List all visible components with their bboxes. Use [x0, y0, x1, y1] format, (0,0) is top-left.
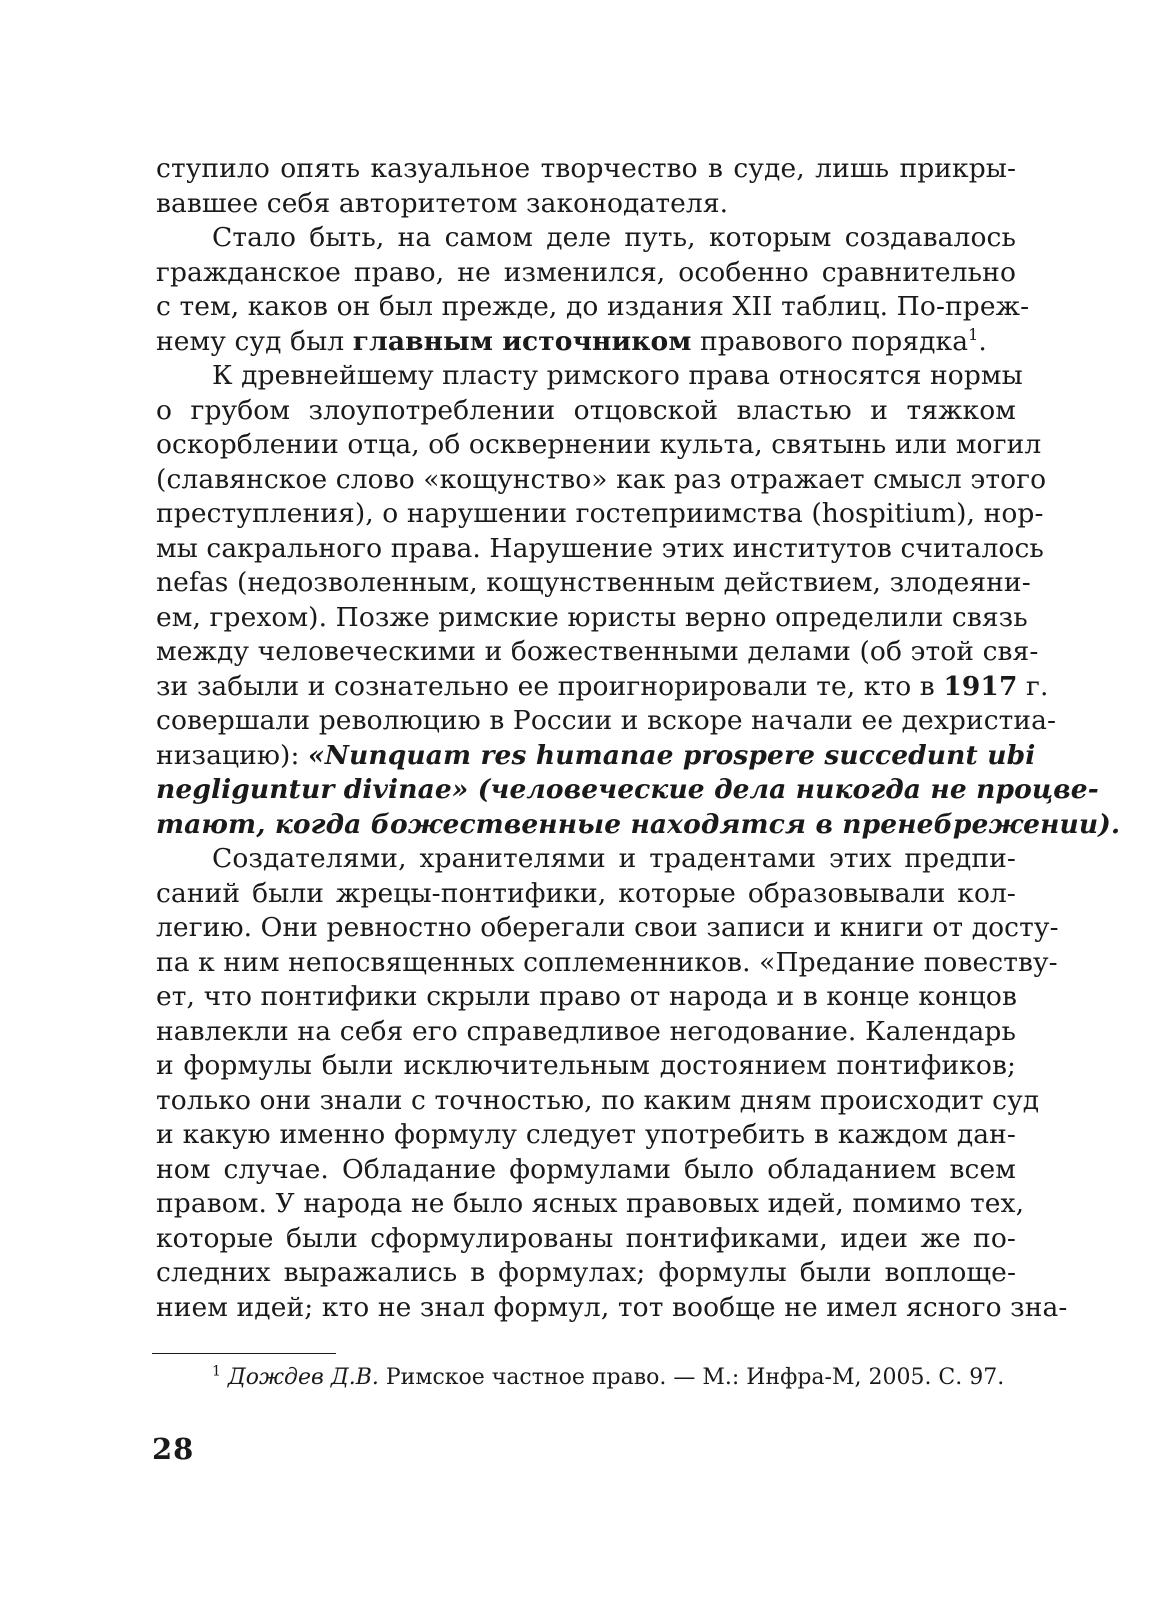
text-run: нему суд был	[156, 325, 353, 357]
footnote-text: Римское частное право. — М.: Инфра-М, 2005. С. 97.	[378, 1365, 1005, 1390]
text-run: вавшее себя авторитетом законодателя.	[156, 187, 729, 219]
text-run: nefas (недозволенным, кощунственным действием, злодеяни-	[156, 567, 1031, 598]
text-run: низацию):	[156, 739, 309, 771]
text-line	[156, 670, 1049, 705]
text-line	[156, 497, 1044, 532]
text-run: нием идей; кто не знал формул, тот вообще не имел ясного зна-	[156, 1291, 1068, 1323]
text-run: Стало быть, на самом деле путь, которым создавалось	[212, 222, 1016, 253]
text-line	[156, 635, 1039, 670]
quote-text-run: «Nunquam res humanae prospere succedunt ubi	[308, 739, 1036, 771]
footnote-number: 1	[212, 1363, 221, 1380]
text-line	[156, 980, 1016, 1015]
text-line	[156, 532, 1044, 567]
text-line	[156, 739, 1036, 774]
text-line	[156, 1084, 1040, 1119]
main-text	[156, 152, 1121, 1325]
text-run: которые были сформулированы понтификами, идеи же по-	[156, 1222, 1016, 1254]
text-line	[156, 601, 1028, 636]
text-run: оскорблении отца, об осквернении культа, святынь или могил	[156, 429, 1042, 460]
text-line	[156, 394, 1016, 429]
footnote	[212, 1364, 1016, 1392]
text-line	[156, 290, 1030, 325]
text-run: (славянское слово «кощунство» как раз отражает смысл этого	[156, 463, 1047, 495]
text-line	[156, 1187, 1025, 1222]
text-line	[156, 1222, 1016, 1257]
text-run: ем, грехом). Позже римские юристы верно определили связь	[156, 601, 1028, 633]
bold-text-run: 1917	[943, 670, 1018, 702]
text-run: легию. Они ревностно оберегали свои записи и книги от досту-	[156, 912, 1059, 943]
quote-text-run: negliguntur divinae» (человеческие дела никогда не процве-	[156, 774, 1099, 805]
text-line	[156, 1256, 1016, 1291]
page-number: 28	[152, 1432, 195, 1466]
text-line	[156, 221, 1016, 256]
text-line	[156, 1291, 1068, 1326]
text-line	[156, 1153, 1016, 1188]
text-run: только они знали с точностью, по каким дням происходит суд	[156, 1084, 1040, 1116]
text-run: между человеческими и божественными делами (об этой свя-	[156, 636, 1039, 667]
text-run: К древнейшему пласту римского права относятся нормы	[212, 360, 1023, 391]
text-run: ступило опять казуальное творчество в суде, лишь прикры-	[156, 153, 1016, 184]
text-run: .	[978, 325, 987, 357]
text-line	[156, 704, 1057, 739]
text-line	[156, 325, 1016, 360]
text-run: зи забыли и сознательно ее проигнорировали те, кто в	[156, 670, 944, 702]
text-line	[156, 946, 1058, 981]
text-line	[156, 428, 1042, 463]
text-run: г.	[1017, 670, 1049, 702]
footnote-divider	[152, 1353, 336, 1354]
text-line	[156, 566, 1031, 601]
text-run: о грубом злоупотреблении отцовской властью и тяжком	[156, 394, 1016, 426]
text-line	[156, 842, 1016, 877]
bold-text-run: главным источником	[352, 325, 692, 357]
text-line	[156, 256, 1016, 291]
text-line	[156, 187, 1016, 222]
text-line	[156, 773, 1099, 808]
text-run: совершали революцию в России и вскоре начали ее дехристиа-	[156, 705, 1057, 736]
text-run: с тем, каков он был прежде, до издания XII таблиц. По-преж-	[156, 291, 1030, 322]
text-line	[156, 463, 1047, 498]
text-run: преступления), о нарушении гостеприимства (hospitium), нор-	[156, 498, 1044, 529]
text-run: саний были жрецы-понтифики, которые образовывали кол-	[156, 877, 1016, 909]
text-run: ном случае. Обладание формулами было обладанием всем	[156, 1153, 1016, 1185]
text-line	[156, 359, 1023, 394]
text-run: правового порядка	[691, 325, 969, 357]
text-line	[156, 1015, 1016, 1050]
text-run: навлекли на себя его справедливое негодование. Календарь	[156, 1015, 1016, 1047]
text-run: следних выражались в формулах; формулы были воплоще-	[156, 1257, 1016, 1288]
text-run: Создателями, хранителями и традентами этих предпи-	[212, 843, 1016, 874]
text-run: па к ним непосвященных соплеменников. «Предание повеству-	[156, 946, 1058, 978]
text-line	[156, 911, 1059, 946]
text-run: ет, что понтифики скрыли право от народа и в конце концов	[156, 981, 1018, 1012]
text-run: правом. У народа не было ясных правовых идей, помимо тех,	[156, 1188, 1025, 1219]
text-line	[156, 808, 1121, 843]
quote-text-run: тают, когда божественные находятся в пренебрежении).	[156, 808, 1121, 840]
text-line	[156, 1049, 1016, 1084]
text-run: гражданское право, не изменился, особенно сравнительно	[156, 256, 1016, 288]
text-run: и какую именно формулу следует употребить в каждом дан-	[156, 1119, 1016, 1150]
text-line	[156, 1118, 1016, 1153]
text-line	[156, 152, 1016, 187]
footnote-author: Дождев Д.В.	[227, 1365, 379, 1390]
text-line	[156, 877, 1016, 912]
text-run: и формулы были исключительным достоянием понтификов;	[156, 1050, 1016, 1081]
text-run: мы сакрального права. Нарушение этих институтов считалось	[156, 532, 1044, 564]
footnote-reference: 1	[968, 324, 979, 344]
